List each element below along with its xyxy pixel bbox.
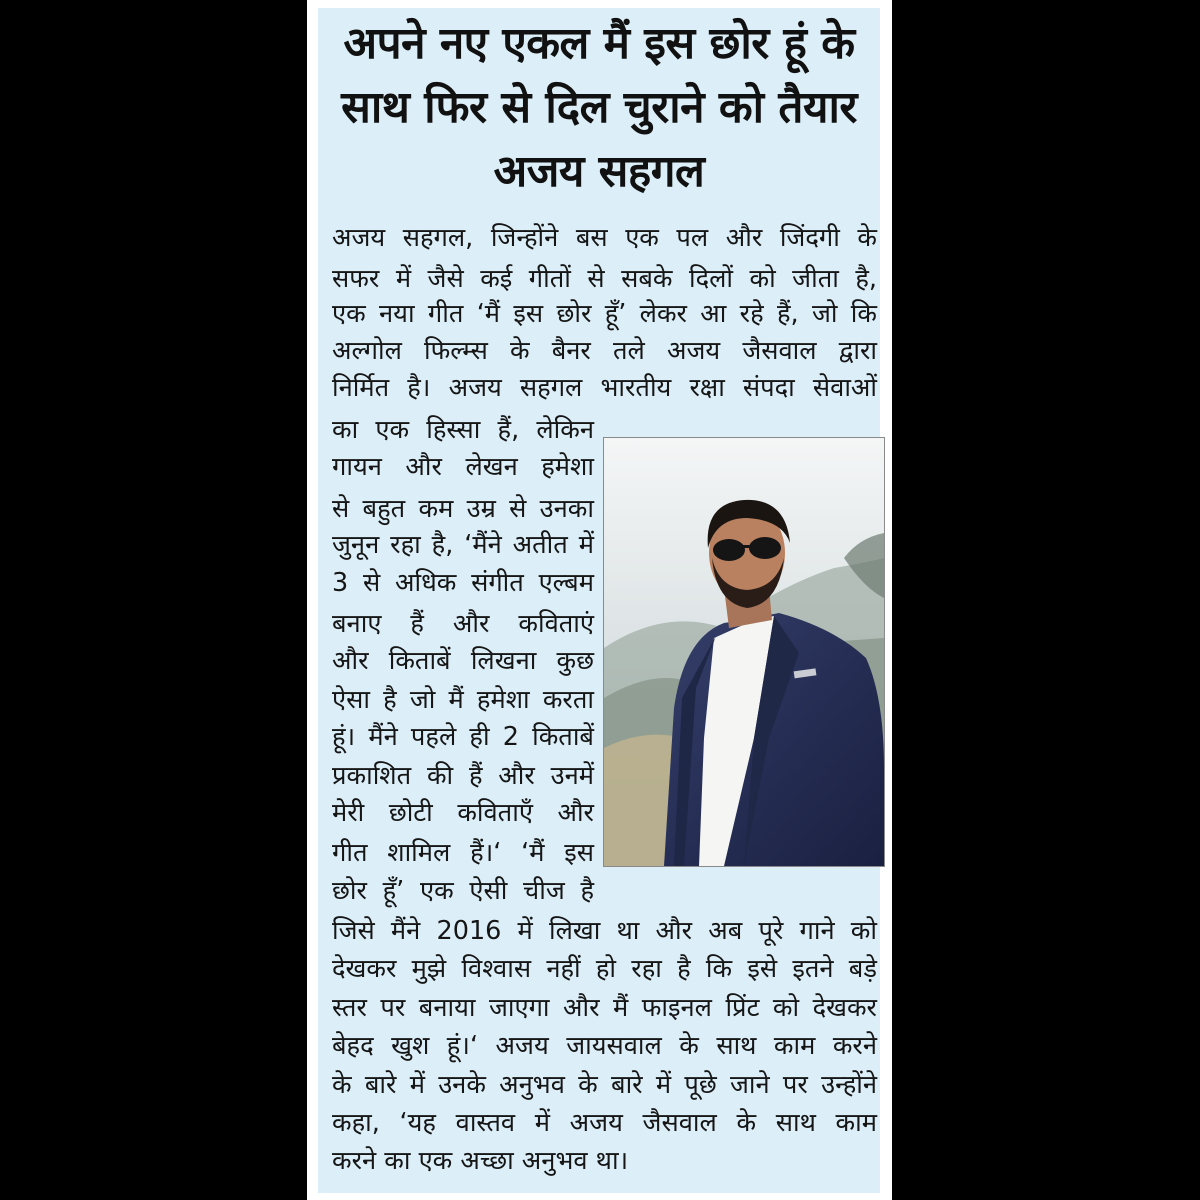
body-line: और किताबें लिखना कुछ bbox=[332, 646, 594, 676]
body-line: बेहद खुश हूं।‘ अजय जायसवाल के साथ काम करने bbox=[332, 1031, 877, 1061]
headline-line: अपने नए एकल मैं इस छोर हूं के bbox=[343, 18, 855, 69]
body-line: ऐसा है जो मैं हमेशा करता bbox=[332, 685, 594, 715]
body-line: देखकर मुझे विश्वास नहीं हो रहा है कि इसे इतने बड़े bbox=[332, 954, 877, 984]
portrait-photo bbox=[603, 437, 885, 867]
headline-line: अजय सहगल bbox=[493, 146, 705, 197]
body-line: जुनून रहा है, ‘मैंने अतीत में bbox=[332, 530, 594, 560]
body-line: कहा, ‘यह वास्तव में अजय जैसवाल के साथ काम bbox=[332, 1108, 877, 1138]
headline-line: साथ फिर से दिल चुराने को तैयार bbox=[341, 82, 857, 133]
body-line: सफर में जैसे कई गीतों से सबके दिलों को जीता है, bbox=[332, 264, 877, 294]
body-line: अजय सहगल, जिन्होंने बस एक पल और जिंदगी के bbox=[332, 223, 877, 253]
headline bbox=[318, 12, 880, 204]
body-line: मेरी छोटी कविताएँ और bbox=[332, 798, 594, 828]
body-line: निर्मित है। अजय सहगल भारतीय रक्षा संपदा सेवाओं bbox=[332, 373, 877, 403]
body-line: छोर हूँ’ एक ऐसी चीज है bbox=[332, 876, 594, 906]
body-line: गायन और लेखन हमेशा bbox=[332, 452, 594, 482]
body-line: के बारे में उनके अनुभव के बारे में पूछे जाने पर उन्होंने bbox=[332, 1070, 877, 1100]
body-line: का एक हिस्सा हैं, लेकिन bbox=[332, 415, 594, 445]
body-line: अल्गोल फिल्म्स के बैनर तले अजय जैसवाल द्वारा bbox=[332, 336, 877, 366]
body-line: करने का एक अच्छा अनुभव था। bbox=[332, 1146, 629, 1176]
portrait-illustration bbox=[604, 438, 884, 866]
body-line: हूं। मैंने पहले ही 2 किताबें bbox=[332, 722, 594, 752]
body-line: प्रकाशित की हैं और उनमें bbox=[332, 761, 594, 791]
body-line: 3 से अधिक संगीत एल्बम bbox=[332, 568, 594, 598]
body-line: जिसे मैंने 2016 में लिखा था और अब पूरे गाने को bbox=[332, 916, 877, 946]
body-line: बनाए हैं और कविताएं bbox=[332, 609, 594, 639]
body-line: एक नया गीत ‘मैं इस छोर हूँ’ लेकर आ रहे हैं, जो कि bbox=[332, 299, 877, 329]
body-line: स्तर पर बनाया जाएगा और मैं फाइनल प्रिंट को देखकर bbox=[332, 993, 877, 1023]
body-line: से बहुत कम उम्र से उनका bbox=[332, 494, 594, 524]
body-line: गीत शामिल हैं।‘ ‘मैं इस bbox=[332, 838, 594, 868]
